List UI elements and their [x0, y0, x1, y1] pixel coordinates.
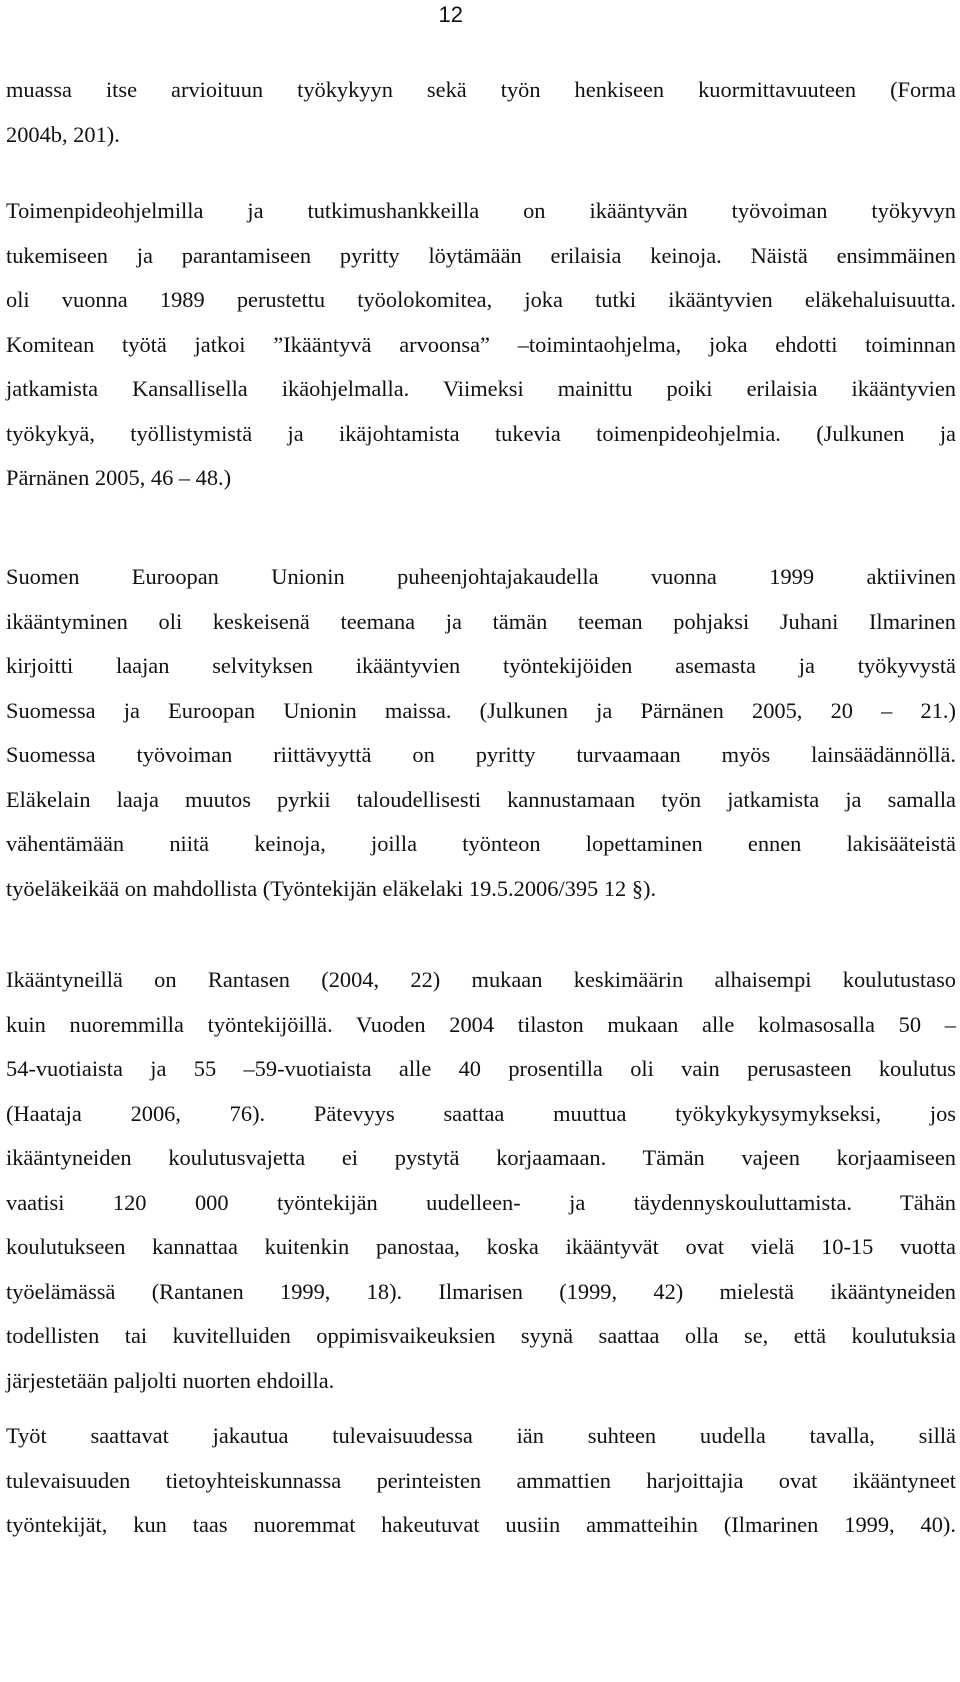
paragraph-line: todellisten tai kuvitelluiden oppimisvaikeuksien syynä saattaa olla se, että koulutuksia	[6, 1323, 956, 1348]
paragraph-line: Eläkelain laaja muutos pyrkii taloudellisesti kannustamaan työn jatkamista ja samalla	[6, 786, 956, 812]
paragraph-line: työntekijät, kun taas nuoremmat hakeutuvat uusiin ammatteihin (Ilmarinen 1999, 40).	[6, 1512, 956, 1537]
page-number: 12	[438, 2, 463, 27]
paragraph-line: 54-vuotiaista ja 55 –59-vuotiaista alle 40 prosentilla oli vain perusasteen koulutus	[6, 1056, 956, 1081]
paragraph-line: oli vuonna 1989 perustettu työolokomitea, joka tutki ikääntyvien eläkehaluisuutta.	[6, 287, 956, 312]
paragraph-line: Suomessa ja Euroopan Unionin maissa. (Julkunen ja Pärnänen 2005, 20 – 21.)	[6, 697, 956, 723]
paragraph-line: ikääntyminen oli keskeisenä teemana ja tämän teeman pohjaksi Juhani Ilmarinen	[6, 608, 956, 634]
paragraph-4	[6, 958, 956, 1403]
paragraph-line: tukemiseen ja parantamiseen pyritty löytämään erilaisia keinoja. Näistä ensimmäinen	[6, 242, 956, 268]
paragraph-3	[6, 555, 956, 911]
paragraph-line: järjestetään paljolti nuorten ehdoilla.	[6, 1367, 335, 1393]
paragraph-line: Toimenpideohjelmilla ja tutkimushankkeilla on ikääntyvän työvoiman työkyvyn	[6, 198, 956, 223]
paragraph-line: (Haataja 2006, 76). Pätevyys saattaa muuttua työkykykysymykseksi, jos	[6, 1100, 956, 1126]
paragraph-line: Työt saattavat jakautua tulevaisuudessa iän suhteen uudella tavalla, sillä	[6, 1423, 956, 1448]
paragraph-line: 2004b, 201).	[6, 121, 120, 147]
paragraph-line: ikääntyneiden koulutusvajetta ei pystytä korjaamaan. Tämän vajeen korjaamiseen	[6, 1145, 956, 1170]
paragraph-line: Pärnänen 2005, 46 – 48.)	[6, 465, 232, 490]
paragraph-2	[6, 189, 956, 501]
paragraph-line: kirjoitti laajan selvityksen ikääntyvien työntekijöiden asemasta ja työkyvystä	[6, 653, 956, 678]
paragraph-line: Komitean työtä jatkoi ”Ikääntyvä arvoonsa” –toimintaohjelma, joka ehdotti toiminnan	[6, 331, 956, 357]
paragraph-line: Suomen Euroopan Unionin puheenjohtajakaudella vuonna 1999 aktiivinen	[6, 564, 956, 589]
paragraph-line: Suomessa työvoiman riittävyyttä on pyritty turvaamaan myös lainsäädännöllä.	[6, 742, 956, 767]
paragraph-1	[6, 68, 956, 157]
paragraph-line: kuin nuoremmilla työntekijöillä. Vuoden 2004 tilaston mukaan alle kolmasosalla 50 –	[6, 1011, 956, 1037]
paragraph-line: koulutukseen kannattaa kuitenkin panostaa, koska ikääntyvät ovat vielä 10-15 vuotta	[6, 1234, 956, 1259]
paragraph-line: vaatisi 120 000 työntekijän uudelleen- ja täydennyskouluttamista. Tähän	[6, 1189, 956, 1215]
paragraph-5	[6, 1414, 956, 1548]
paragraph-line: työelämässä (Rantanen 1999, 18). Ilmarisen (1999, 42) mielestä ikääntyneiden	[6, 1278, 956, 1304]
paragraph-line: työkykyä, työllistymistä ja ikäjohtamista tukevia toimenpideohjelmia. (Julkunen ja	[6, 420, 956, 446]
paragraph-line: jatkamista Kansallisella ikäohjelmalla. Viimeksi mainittu poiki erilaisia ikääntyvien	[6, 376, 956, 401]
paragraph-line: muassa itse arvioituun työkykyyn sekä työn henkiseen kuormittavuuteen (Forma	[6, 77, 956, 102]
paragraph-line: Ikääntyneillä on Rantasen (2004, 22) mukaan keskimäärin alhaisempi koulutustaso	[6, 967, 956, 992]
paragraph-line: tulevaisuuden tietoyhteiskunnassa perinteisten ammattien harjoittajia ovat ikääntyneet	[6, 1467, 956, 1493]
paragraph-line: vähentämään niitä keinoja, joilla työnteon lopettaminen ennen lakisääteistä	[6, 831, 956, 856]
paragraph-line: työeläkeikää on mahdollista (Työntekijän eläkelaki 19.5.2006/395 12 §).	[6, 875, 657, 901]
